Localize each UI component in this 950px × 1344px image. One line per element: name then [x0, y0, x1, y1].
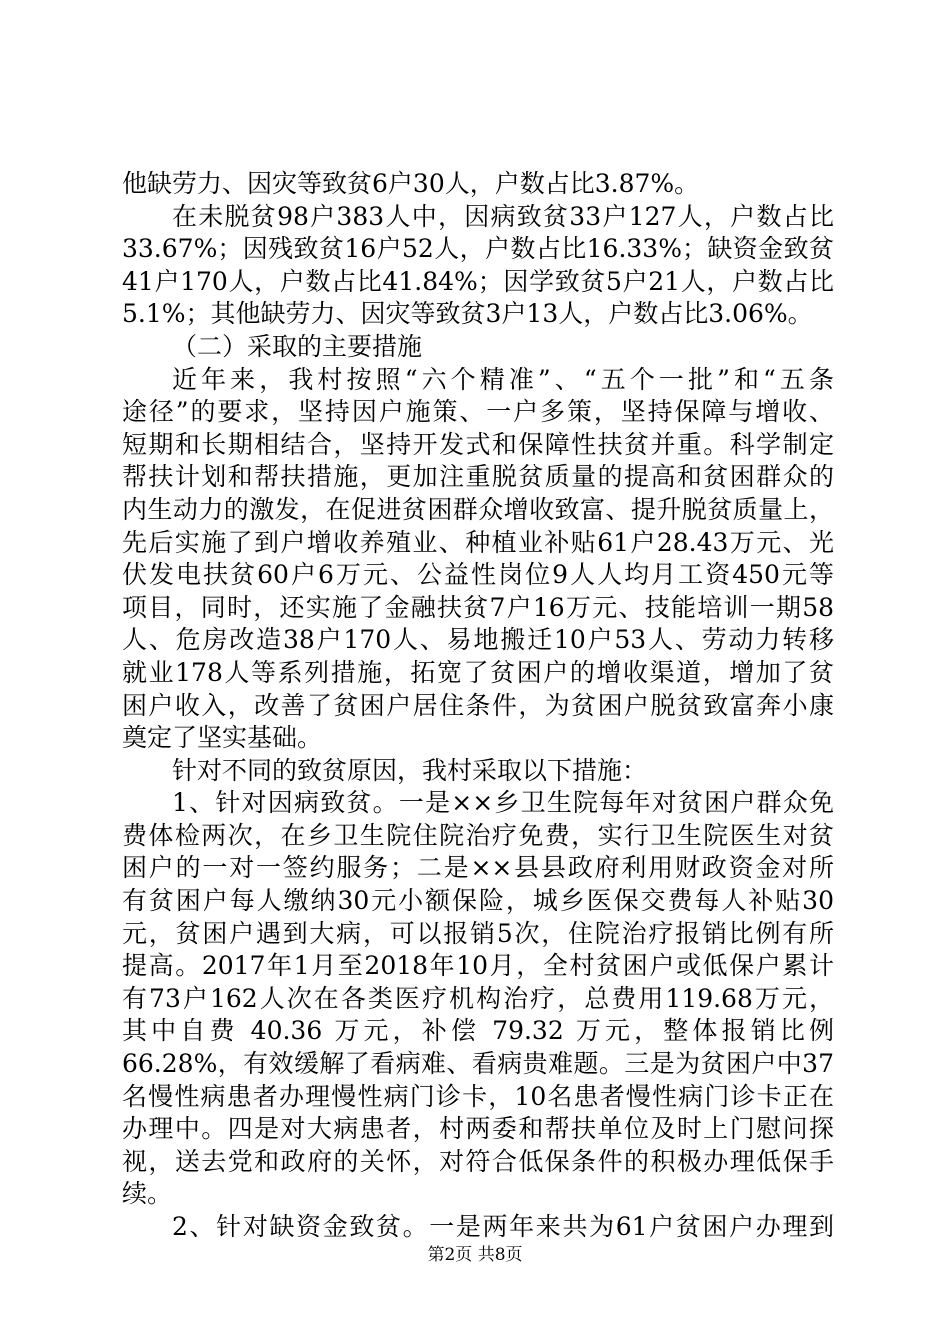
text-line: 有73户162人次在各类医疗机构治疗，总费用119.68万元，	[122, 983, 834, 1013]
text-line: 近年来，我村按照“六个精准”、“五个一批”和“五条	[172, 364, 834, 394]
text-line: 费体检两次，在乡卫生院住院治疗免费，实行卫生院医生对贫	[122, 820, 834, 850]
text-line: 2、针对缺资金致贫。一是两年来共为61户贫困户办理到	[172, 1212, 834, 1241]
text-line: 项目，同时，还实施了金融扶贫7户16万元、技能培训一期58	[122, 592, 834, 622]
body-text	[122, 168, 834, 1244]
text-line: 元，贫困户遇到大病，可以报销5次，住院治疗报销比例有所	[122, 918, 834, 948]
text-line: 66.28%，有效缓解了看病难、看病贵难题。三是为贫困户中37	[122, 1049, 834, 1079]
text-line: 1、针对因病致贫。一是××乡卫生院每年对贫困户群众免	[172, 788, 834, 818]
text-line: 伏发电扶贫60户6万元、公益性岗位9人人均月工资450元等	[122, 560, 834, 590]
text-line: 先后实施了到户增收养殖业、种植业补贴61户28.43万元、光	[122, 527, 834, 557]
text-line: 困户收入，改善了贫困户居住条件，为贫困户脱贫致富奔小康	[122, 690, 834, 720]
text-line: 他缺劳力、因灾等致贫6户30人，户数占比3.87%。	[122, 169, 700, 198]
text-line: 续。	[122, 1179, 173, 1209]
text-line: 提高。2017年1月至2018年10月，全村贫困户或低保户累计	[122, 951, 834, 981]
text-line: 有贫困户每人缴纳30元小额保险，城乡医保交费每人补贴30	[122, 886, 834, 916]
text-line: 途径”的要求，坚持因户施策、一户多策，坚持保障与增收、	[122, 397, 834, 427]
text-line: 其中自费 40.36 万元，补偿 79.32 万元，整体报销比例	[122, 1016, 834, 1046]
text-line: 名慢性病患者办理慢性病门诊卡，10名患者慢性病门诊卡正在	[122, 1081, 834, 1111]
text-line: 办理中。四是对大病患者，村两委和帮扶单位及时上门慰问探	[122, 1114, 834, 1144]
text-line: 在未脱贫98户383人中，因病致贫33户127人，户数占比	[172, 201, 834, 231]
text-line: 困户的一对一签约服务；二是××县县政府利用财政资金对所	[122, 853, 834, 883]
text-line: （二）采取的主要措施	[172, 331, 423, 361]
text-line: 视，送去党和政府的关怀，对符合低保条件的积极办理低保手	[122, 1146, 834, 1176]
text-line: 内生动力的激发，在促进贫困群众增收致富、提升脱贫质量上，	[122, 494, 834, 524]
text-line: 41户170人，户数占比41.84%；因学致贫5户21人，户数占比	[122, 266, 834, 296]
text-line: 针对不同的致贫原因，我村采取以下措施：	[172, 755, 648, 785]
text-line: 人、危房改造38户170人、易地搬迁10户53人、劳动力转移	[122, 625, 834, 655]
text-line: 短期和长期相结合，坚持开发式和保障性扶贫并重。科学制定	[122, 429, 834, 459]
text-line: 奠定了坚实基础。	[122, 723, 323, 753]
text-line: 帮扶计划和帮扶措施，更加注重脱贫质量的提高和贫困群众的	[122, 462, 834, 492]
text-line: 5.1%；其他缺劳力、因灾等致贫3户13人，户数占比3.06%。	[122, 299, 813, 329]
text-line: 33.67%；因残致贫16户52人，户数占比16.33%；缺资金致贫	[122, 234, 834, 264]
page-footer: 第2页 共8页	[427, 1245, 523, 1265]
text-line: 就业178人等系列措施，拓宽了贫困户的增收渠道，增加了贫	[122, 657, 834, 687]
